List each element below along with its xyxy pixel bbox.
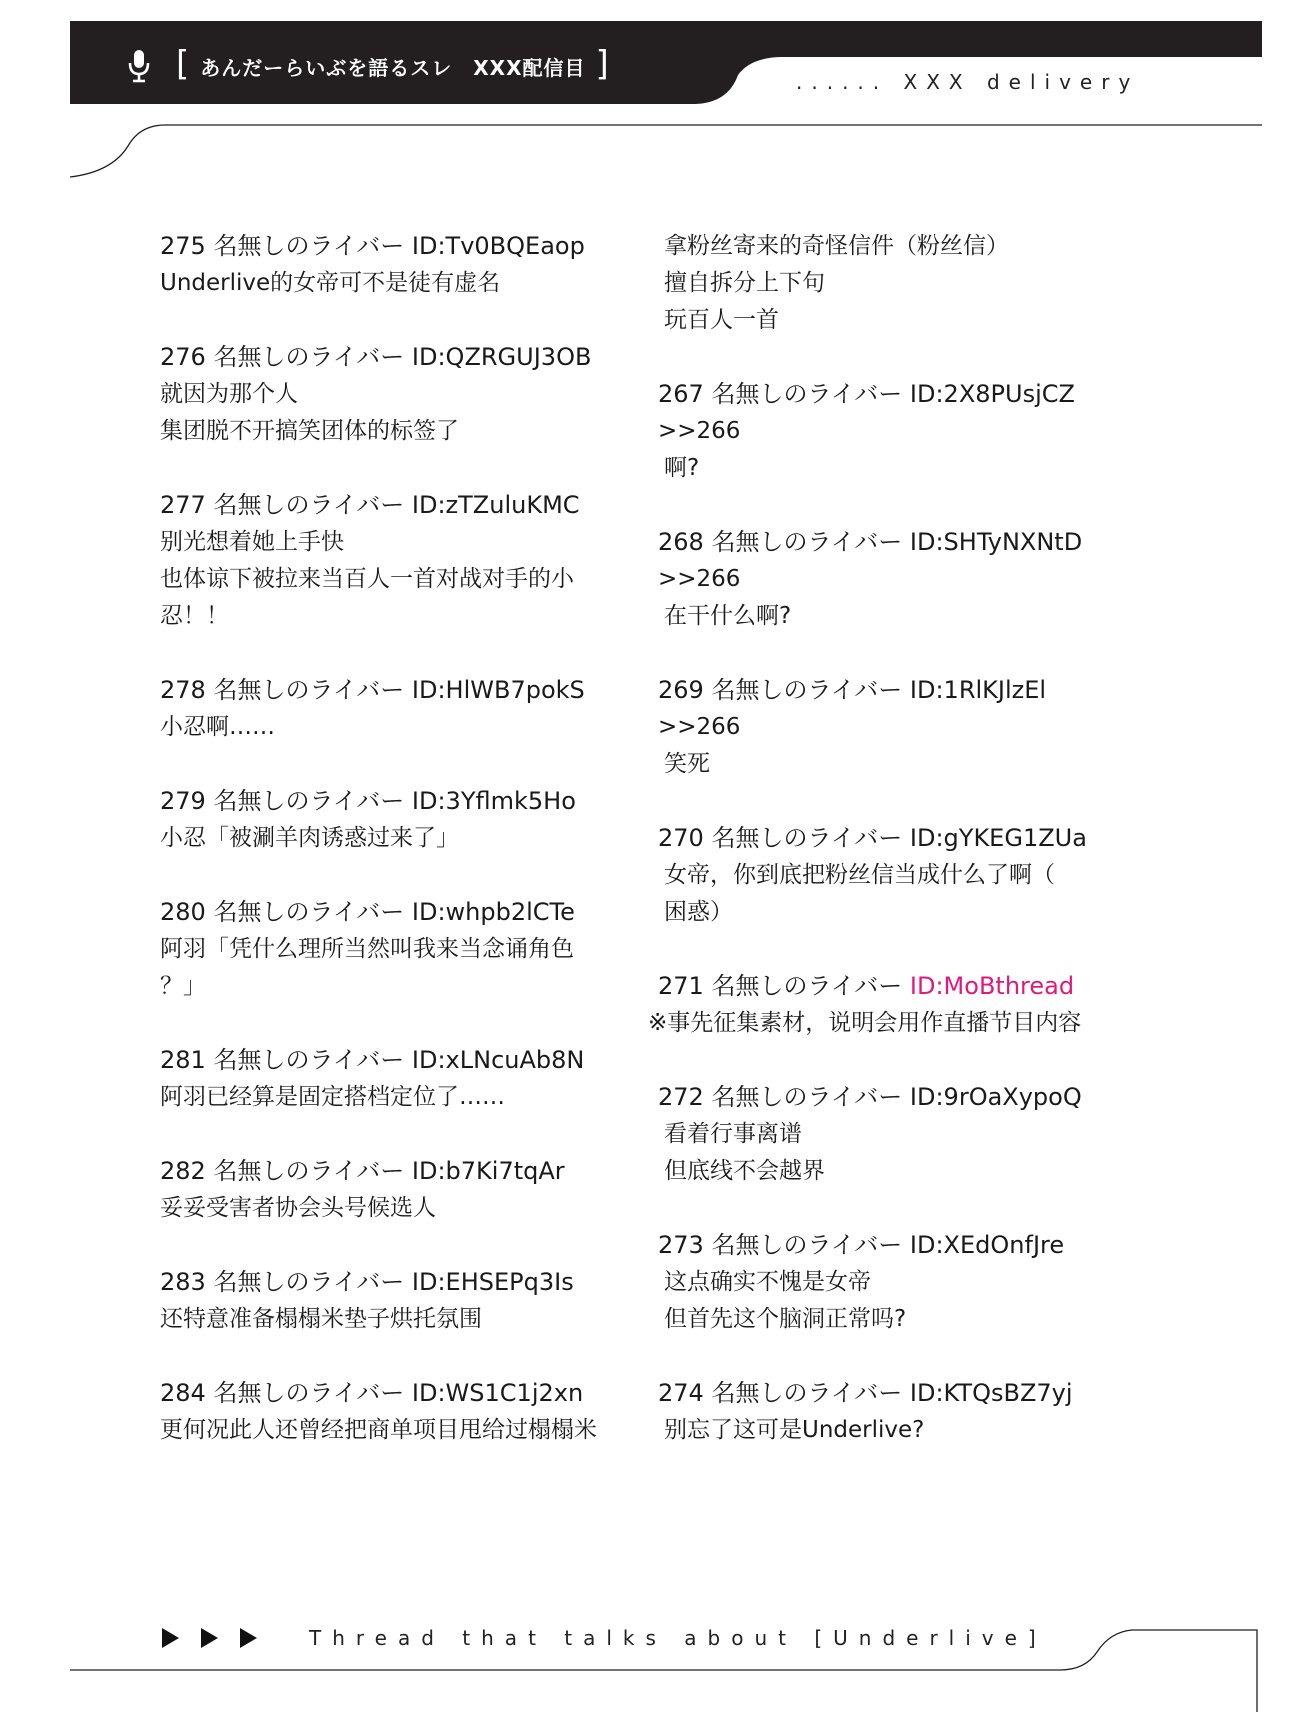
poster-name: 名無しのライバー (711, 676, 903, 704)
footer (162, 1626, 1047, 1650)
post-line: 忍！！ (160, 603, 229, 629)
post-number: 272 (658, 1083, 704, 1111)
left-column (160, 228, 630, 1486)
thread-post (658, 1227, 1128, 1338)
poster-name: 名無しのライバー (213, 1046, 405, 1074)
thread-post (160, 339, 630, 450)
thread-title (126, 46, 620, 86)
thread-post (648, 968, 1128, 1042)
post-number: 282 (160, 1157, 206, 1185)
thread-post (160, 1153, 630, 1227)
post-line: Underlive的女帝可不是徒有虚名 (160, 270, 501, 296)
post-header (160, 783, 630, 820)
poster-name: 名無しのライバー (711, 380, 903, 408)
poster-id: ID:SHTyNXNtD (909, 528, 1083, 556)
post-number: 281 (160, 1046, 206, 1074)
play-arrow-icon (162, 1628, 179, 1648)
post-line: 还特意准备榻榻米垫子烘托氛围 (160, 1306, 482, 1332)
poster-id: ID:EHSEPq3Is (411, 1268, 574, 1296)
thread-post (160, 672, 630, 746)
post-number: 284 (160, 1379, 206, 1407)
post-number: 283 (160, 1268, 206, 1296)
post-line: 女帝，你到底把粉丝信当成什么了啊（ (664, 862, 1055, 888)
post-number: 279 (160, 787, 206, 815)
post-line: 这点确实不愧是女帝 (664, 1269, 871, 1295)
post-line: 笑死 (664, 751, 710, 777)
poster-id: ID:1RlKJlzEl (909, 676, 1047, 704)
post-header (160, 1264, 630, 1301)
poster-id: ID:whpb2lCTe (411, 898, 575, 926)
post-line: 别光想着她上手快 (160, 529, 344, 555)
post-line: 困惑） (664, 899, 733, 925)
post-number: 280 (160, 898, 206, 926)
thread-post (160, 228, 630, 302)
thread-post (658, 1079, 1128, 1190)
right-column (648, 228, 1128, 1486)
post-line: 阿羽已经算是固定搭档定位了…… (160, 1084, 505, 1110)
post-header (160, 894, 630, 931)
thread-post (658, 524, 1128, 635)
post-line: 阿羽「凭什么理所当然叫我来当念诵角色 (160, 936, 574, 962)
poster-name: 名無しのライバー (711, 528, 903, 556)
title-bracket-open: [ (176, 44, 191, 84)
poster-name: 名無しのライバー (213, 232, 405, 260)
post-header (658, 820, 1128, 857)
footer-text: Thread that talks about [Underlive] (309, 1626, 1047, 1650)
post-line: 别忘了这可是Underlive? (664, 1417, 925, 1443)
post-line: 集团脱不开搞笑团体的标签了 (160, 418, 459, 444)
post-header (160, 487, 630, 524)
poster-name: 名無しのライバー (213, 1379, 405, 1407)
play-arrow-icon (201, 1628, 218, 1648)
post-line: >>266 (658, 714, 741, 740)
thread-post (160, 1264, 630, 1338)
poster-name: 名無しのライバー (213, 898, 405, 926)
poster-name: 名無しのライバー (213, 1157, 405, 1185)
thread-post (160, 1375, 630, 1449)
continued-post (658, 228, 1128, 339)
post-header (658, 1079, 1128, 1116)
poster-id: ID:HlWB7pokS (411, 676, 585, 704)
post-header (658, 968, 1128, 1005)
post-line: 玩百人一首 (664, 307, 779, 333)
post-line: 拿粉丝寄来的奇怪信件（粉丝信） (664, 233, 1009, 259)
post-header (160, 339, 630, 376)
post-number: 276 (160, 343, 206, 371)
post-line: 小忍啊…… (160, 714, 275, 740)
poster-id: ID:MoBthread (909, 972, 1075, 1000)
poster-id: ID:zTZuluKMC (411, 491, 580, 519)
poster-name: 名無しのライバー (711, 1231, 903, 1259)
poster-name: 名無しのライバー (711, 972, 903, 1000)
footer-arrows (162, 1628, 257, 1648)
post-header (658, 1227, 1128, 1264)
post-number: 270 (658, 824, 704, 852)
poster-name: 名無しのライバー (213, 491, 405, 519)
microphone-icon (126, 48, 152, 84)
post-line: >>266 (658, 418, 741, 444)
header-rule (70, 125, 1262, 177)
post-number: 277 (160, 491, 206, 519)
post-number: 273 (658, 1231, 704, 1259)
thread-post (658, 820, 1128, 931)
poster-id: ID:xLNcuAb8N (411, 1046, 585, 1074)
thread-post (658, 376, 1128, 487)
post-line: 看着行事离谱 (664, 1121, 802, 1147)
poster-id: ID:XEdOnfJre (909, 1231, 1065, 1259)
post-number: 267 (658, 380, 704, 408)
play-arrow-icon (240, 1628, 257, 1648)
post-header (160, 672, 630, 709)
thread-post (160, 894, 630, 1005)
thread-post (160, 1042, 630, 1116)
poster-name: 名無しのライバー (711, 1083, 903, 1111)
post-line: 更何况此人还曾经把商单项目甩给过榻榻米 (160, 1417, 597, 1443)
poster-id: ID:9rOaXypoQ (909, 1083, 1082, 1111)
post-number: 269 (658, 676, 704, 704)
post-header (658, 672, 1128, 709)
poster-name: 名無しのライバー (213, 1268, 405, 1296)
thread-post (658, 1375, 1128, 1449)
post-line: 擅自拆分上下句 (664, 270, 825, 296)
post-header (160, 1153, 630, 1190)
post-header (160, 1375, 630, 1412)
post-number: 275 (160, 232, 206, 260)
post-line: 妥妥受害者协会头号候选人 (160, 1195, 436, 1221)
poster-name: 名無しのライバー (213, 676, 405, 704)
post-header (658, 376, 1128, 413)
poster-id: ID:2X8PUsjCZ (909, 380, 1075, 408)
poster-name: 名無しのライバー (711, 824, 903, 852)
poster-id: ID:QZRGUJ3OB (411, 343, 592, 371)
post-line: 也体谅下被拉来当百人一首对战对手的小 (160, 566, 574, 592)
post-line: 在干什么啊? (664, 603, 792, 629)
post-header (658, 524, 1128, 561)
poster-id: ID:3Yflmk5Ho (411, 787, 576, 815)
post-line: 但首先这个脑洞正常吗? (664, 1306, 907, 1332)
poster-id: ID:gYKEG1ZUa (909, 824, 1087, 852)
post-line: 小忍「被涮羊肉诱惑过来了」 (160, 825, 459, 851)
poster-id: ID:b7Ki7tqAr (411, 1157, 565, 1185)
title-bracket-close: ] (595, 44, 610, 84)
post-number: 278 (160, 676, 206, 704)
poster-name: 名無しのライバー (711, 1379, 903, 1407)
poster-id: ID:KTQsBZ7yj (909, 1379, 1073, 1407)
post-line: 但底线不会越界 (664, 1158, 825, 1184)
thread-post (658, 672, 1128, 783)
delivery-subtitle: ...... XXX delivery (796, 70, 1140, 94)
post-header (658, 1375, 1128, 1412)
poster-id: ID:WS1C1j2xn (411, 1379, 584, 1407)
post-line: ※事先征集素材，说明会用作直播节目内容 (648, 1010, 1082, 1036)
thread-title-text: あんだーらいぶを語るスレ XXX配信目 (200, 55, 586, 80)
post-line: 啊? (664, 455, 700, 481)
poster-name: 名無しのライバー (213, 343, 405, 371)
post-line: ？」 (160, 973, 206, 999)
post-number: 268 (658, 528, 704, 556)
thread-post (160, 783, 630, 857)
poster-name: 名無しのライバー (213, 787, 405, 815)
poster-id: ID:Tv0BQEaop (411, 232, 585, 260)
post-line: >>266 (658, 566, 741, 592)
post-number: 274 (658, 1379, 704, 1407)
post-line: 就因为那个人 (160, 381, 298, 407)
post-number: 271 (658, 972, 704, 1000)
post-header (160, 1042, 630, 1079)
thread-post (160, 487, 630, 635)
post-header (160, 228, 630, 265)
